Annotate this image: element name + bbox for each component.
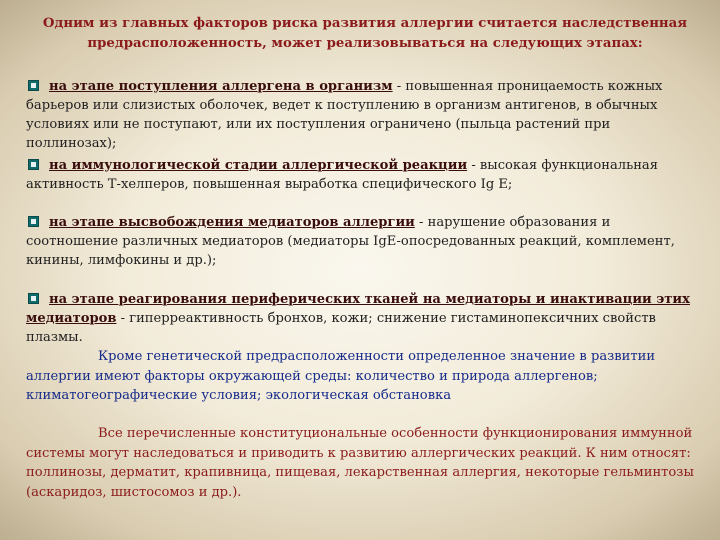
slide-heading: Одним из главных факторов риска развития аллергии считается наследственная предрасположенность, может реализовываться на следующих этапах: (42, 16, 688, 51)
stage-item-1 (26, 77, 702, 153)
square-bullet-icon (28, 80, 39, 91)
stage-item-4 (26, 290, 702, 347)
inheritance-paragraph (26, 424, 702, 502)
square-bullet-icon (28, 216, 39, 227)
environment-text: Кроме генетической предрасположенности определенное значение в развитии аллергии имеют факторы окружающей среды: количество и природа аллергенов; климатогеографические условия; экологическая обстановка (26, 349, 656, 403)
stage-description: - повышенная проницаемость кожных барьеров или слизистых оболочек, ведет к поступлению в организм антигенов, в обычных условиях или не поступают, или их поступления ограничено (пыльца растений при поллинозах); (26, 79, 663, 151)
square-bullet-icon (28, 159, 39, 170)
stage-description: - гиперреактивность бронхов, кожи; снижение гистаминопексичних свойств плазмы. (26, 311, 656, 345)
stage-term: на этапе поступления аллергена в организм (49, 79, 393, 94)
square-bullet-icon (28, 293, 39, 304)
inheritance-text: Все перечисленные конституциональные особенности функционирования иммунной системы могут наследоваться и приводить к развитию аллергических реакций. К ним относят: поллинозы, дерматит, крапивница, пищевая, лекарственная аллергия, некоторые гельминтозы (аскаридоз, шистосомоз и др.). (26, 426, 694, 500)
environment-paragraph (26, 347, 702, 406)
stage-item-2 (26, 156, 702, 194)
stage-description: - высокая функциональная активность Т-хелперов, повышенная выработка специфического Ig E; (26, 158, 658, 192)
stage-item-3 (26, 213, 702, 270)
stage-description: - нарушение образования и соотношение различных медиаторов (медиаторы IgE-опосредованных реакций, комплемент, кинины, лимфокины и др.); (26, 215, 675, 268)
stage-term: на иммунологической стадии аллергической реакции (49, 158, 468, 173)
stage-term: на этапе реагирования периферических тканей на медиаторы и инактивации этих медиаторов (26, 292, 690, 326)
stage-term: на этапе высвобождения медиаторов аллергии (49, 215, 415, 230)
